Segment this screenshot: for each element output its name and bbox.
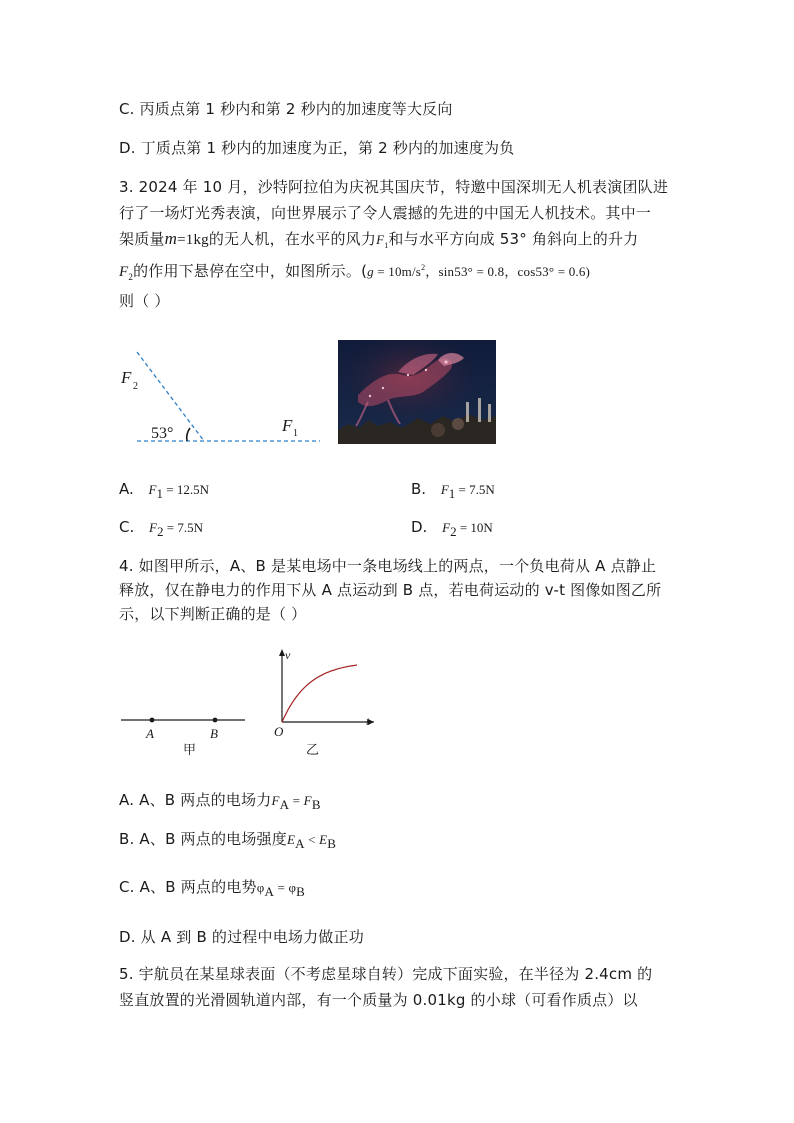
q4-option-b: B. A、B 两点的电场强度$E_A < E_B$ <box>119 830 337 851</box>
f2-sub: 2 <box>133 381 138 392</box>
q3-line-5: 则（ ） <box>119 292 170 310</box>
f2-label: F <box>121 368 132 387</box>
point-a-dot <box>150 718 155 723</box>
fig-yi-caption: 乙 <box>306 742 320 757</box>
point-b-dot <box>213 718 218 723</box>
vt-curve <box>282 665 357 722</box>
q3-line-2: 行了一场灯光秀表演，向世界展示了令人震撼的先进的中国无人机技术。其中一 <box>119 204 652 222</box>
option-c-prev: C. 丙质点第 1 秒内和第 2 秒内的加速度等大反向 <box>119 100 453 118</box>
q3-line-1: 3. 2024 年 10 月，沙特阿拉伯为庆祝其国庆节，特邀中国深圳无人机表演团队进 <box>119 178 669 196</box>
q3-line-4: $F_2$的作用下悬停在空中，如图所示。($g = 10m/s^2$，sin53° = 0.8，cos53° = 0.6) <box>119 262 591 282</box>
q3-option-c: C. $F_2 = 7.5N$ <box>119 518 203 539</box>
point-a-label: A <box>146 726 154 741</box>
q4-line-2: 释放，仅在静电力的作用下从 A 点运动到 B 点，若电荷运动的 v-t 图像如图乙所 <box>119 581 662 599</box>
f1-label: F <box>282 416 293 435</box>
q4-option-a: A. A、B 两点的电场力$F_A = F_B$ <box>119 791 321 812</box>
f1-sub: 1 <box>293 428 298 439</box>
v-label: v <box>285 648 291 662</box>
point-b-label: B <box>210 726 218 741</box>
angle-label: 53° <box>151 425 174 442</box>
fig-jia-caption: 甲 <box>183 742 197 757</box>
vt-graph <box>270 645 380 760</box>
angle-arc <box>187 428 190 441</box>
q3-option-b: B. $F_1 = 7.5N$ <box>411 480 495 501</box>
force-diagram <box>115 340 330 450</box>
t-label: t <box>366 714 370 728</box>
q4-option-d: D. 从 A 到 B 的过程中电场力做正功 <box>119 928 364 946</box>
q4-line-1: 4. 如图甲所示，A、B 是某电场中一条电场线上的两点，一个负电荷从 A 点静止 <box>119 557 657 575</box>
q4-option-c: C. A、B 两点的电势$\varphi_A = \varphi_B$ <box>119 878 306 899</box>
drone-show-photo <box>338 340 496 444</box>
q5-line-1: 5. 宇航员在某星球表面（不考虑星球自转）完成下面实验，在半径为 2.4cm 的 <box>119 965 653 983</box>
q4-line-3: 示，以下判断正确的是（ ） <box>119 605 307 623</box>
q5-line-2: 竖直放置的光滑圆轨道内部，有一个质量为 0.01kg 的小球（可看作质点）以 <box>119 991 638 1009</box>
field-line-figure <box>115 700 255 760</box>
q3-option-d: D. $F_2 = 10N$ <box>411 518 493 539</box>
q3-option-a: A. $F_1 = 12.5N$ <box>119 480 209 501</box>
q3-line-3: 架质量m=1kg的无人机，在水平的风力$F_1$和与水平方向成 53° 角斜向上的升力 <box>119 229 639 250</box>
option-d-prev: D. 丁质点第 1 秒内的加速度为正，第 2 秒内的加速度为负 <box>119 139 515 157</box>
origin-label: O <box>274 724 284 739</box>
